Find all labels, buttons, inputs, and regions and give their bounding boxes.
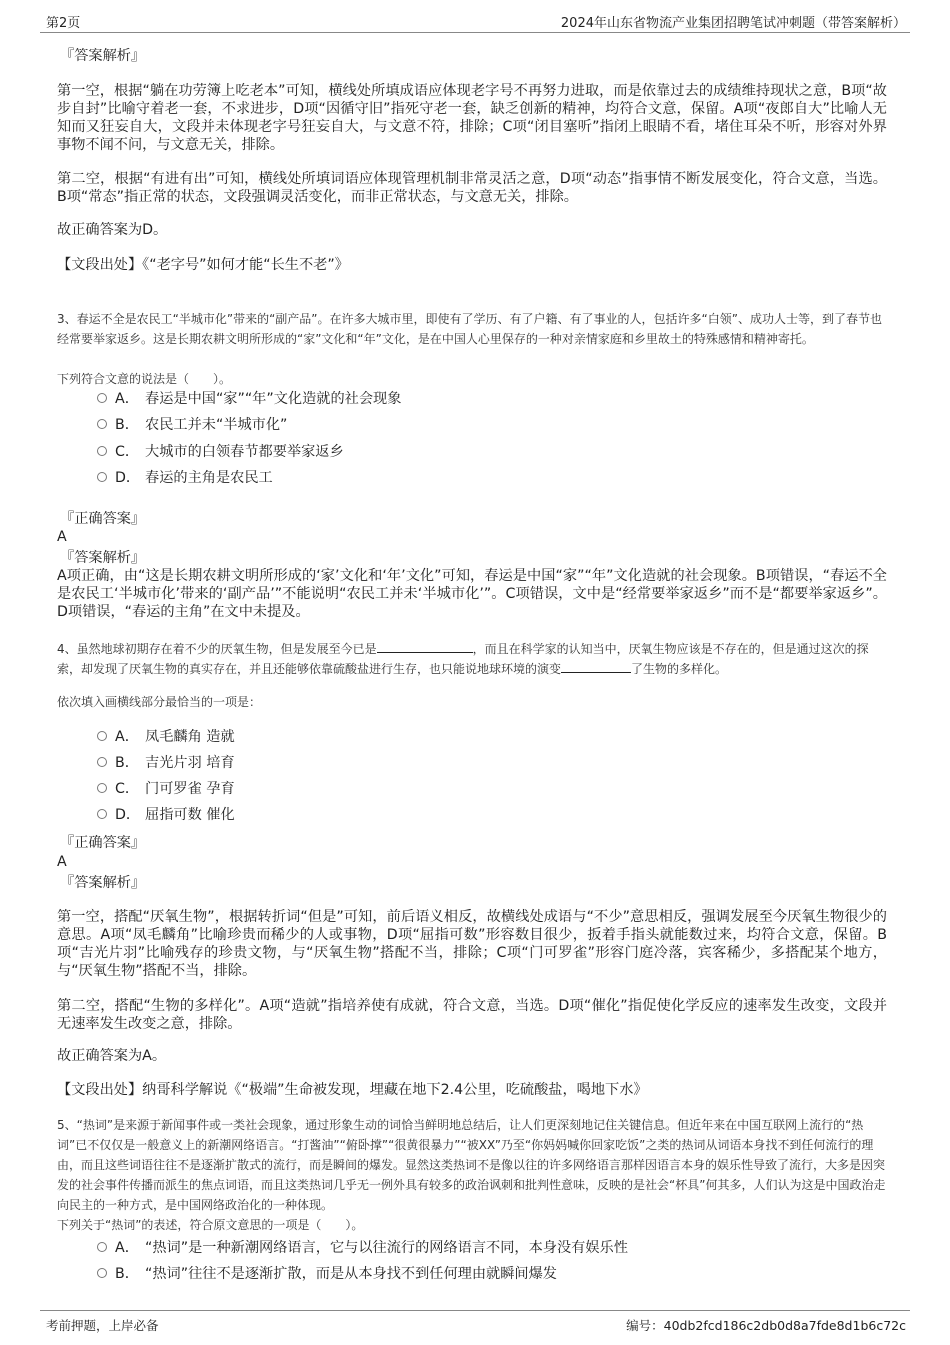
q4-correct-answer: A bbox=[57, 854, 67, 870]
q4-analysis-p1: 第一空，搭配“厌氧生物”，根据转折词“但是”可知，前后语义相反，故横线处成语与“不少”意思相反，强调发展至今厌氧生物很少的意思。A项“凤毛麟角”比喻珍贵而稀少的人或事物，D项“屈指可数”形容数目很少，扳着手指头就能数过来，均符合文意，保留。B项“吉光片羽”比喻残存的珍贵文物，与“厌氧生物”搭配不当，排除；C项“门可罗雀”形容门庭冷落，宾客稀少，多搭配某个地方，与“厌氧生物”搭配不当，排除。 bbox=[57, 909, 887, 979]
radio-icon[interactable] bbox=[97, 809, 107, 819]
q4-option-d[interactable]: D． 屈指可数 催化 bbox=[97, 805, 235, 825]
q3-analysis: A项正确，由“这是长期农耕文明所形成的‘家’文化和‘年’文化”可知，春运是中国“家”“年”文化造就的社会现象。B项错误，“春运不全是农民工‘半城市化’带来的‘副产品’”不能说明“农民工并未‘半城市化’”。C项错误，文中是“经常要举家返乡”而不是“都要举家返乡”。D项错误，“春运的主角”在文中未提及。 bbox=[57, 568, 887, 620]
q4-prompt: 依次填入画横线部分最恰当的一项是： bbox=[57, 695, 262, 709]
q5-option-a[interactable]: A． “热词”是一种新潮网络语言，它与以往流行的网络语言不同，本身没有娱乐性 bbox=[97, 1238, 628, 1258]
blank-line-2 bbox=[561, 660, 631, 673]
q4-stem: 4、虽然地球初期存在着不少的厌氧生物，但是发展至今已是 ，而且在科学家的认知当中，厌氧生物应该是不存在的，但是通过这次的探索，却发现了厌氧生物的真实存在，并且还能够依靠硫酸盐进行生存，也只能说地球环境的演变 了生物的多样化。 bbox=[57, 642, 869, 676]
q3-option-d[interactable]: D． 春运的主角是农民工 bbox=[97, 468, 273, 488]
document-id: 编号：40db2fcd186c2db0d8a7fde8d1b6c72c bbox=[626, 1318, 906, 1333]
q4-option-c[interactable]: C． 门可罗雀 孕育 bbox=[97, 779, 235, 799]
q4-analysis-label: 『答案解析』 bbox=[60, 875, 146, 891]
q3-stem: 3、春运不全是农民工“半城市化”带来的“副产品”。在许多大城市里，即使有了学历、有了户籍、有了事业的人，包括许多“白领”、成功人士等，到了春节也经常要举家返乡。这是长期农耕文明所形成的“家”文化和“年”文化，是在中国人心里保存的一种对亲情家庭和乡里故土的特殊感情和精神寄托。 bbox=[57, 312, 882, 346]
radio-icon[interactable] bbox=[97, 731, 107, 741]
q2-conclusion: 故正确答案为D。 bbox=[57, 222, 168, 238]
radio-icon[interactable] bbox=[97, 757, 107, 767]
q3-option-c[interactable]: C． 大城市的白领春节都要举家返乡 bbox=[97, 442, 344, 462]
footer-slogan: 考前押题，上岸必备 bbox=[46, 1318, 159, 1333]
page-header bbox=[40, 10, 910, 33]
q2-analysis-p2: 第二空，根据“有进有出”可知，横线处所填词语应体现管理机制非常灵活之意，D项“动态”指事情不断发展变化，符合文意，当选。B项“常态”指正常的状态，文段强调灵活变化，而非正常状态，与文意无关，排除。 bbox=[57, 171, 887, 205]
q2-source: 【文段出处】《“老字号”如何才能“长生不老”》 bbox=[57, 257, 349, 273]
document-title: 2024年山东省物流产业集团招聘笔试冲刺题（带答案解析） bbox=[560, 16, 906, 31]
radio-icon[interactable] bbox=[97, 472, 107, 482]
radio-icon[interactable] bbox=[97, 419, 107, 429]
q5-stem: 5、“热词”是来源于新闻事件或一类社会现象，通过形象生动的词恰当鲜明地总结后，让人们更深刻地记住关键信息。但近年来在中国互联网上流行的“热词”已不仅仅是一般意义上的新潮网络语言。“打酱油”“俯卧撑”“很黄很暴力”“被XX”乃至“你妈妈喊你回家吃饭”之类的热词从词语本身找不到任何流行的理由，而且这些词语往往不是逐渐扩散式的流行，而是瞬间的爆发。显然这类热词不是像以往的许多网络语言那样因语言本身的娱乐性导致了流行，大多是因突发的社会事件传播而派生的焦点词语，而且这类热词几乎无一例外具有较多的政治讽刺和批判性意味，反映的是社会“杯具”何其多，人们认为这是中国政治走向民主的一种方式，是中国网络政治化的一种体现。 bbox=[57, 1118, 886, 1212]
q2-analysis-label: 『答案解析』 bbox=[60, 48, 146, 64]
q3-correct-answer: A bbox=[57, 529, 67, 545]
page-footer bbox=[40, 1310, 910, 1333]
q4-analysis-p2: 第二空，搭配“生物的多样化”。A项“造就”指培养使有成就，符合文意，当选。D项“催化”指促使化学反应的速率发生改变，文段并无速率发生改变之意，排除。 bbox=[57, 998, 887, 1032]
blank-line-1 bbox=[377, 640, 473, 653]
radio-icon[interactable] bbox=[97, 1242, 107, 1252]
q4-source: 【文段出处】纳哥科学解说《“极端”生命被发现，埋藏在地下2.4公里，吃硫酸盐，喝地下水》 bbox=[57, 1082, 648, 1098]
radio-icon[interactable] bbox=[97, 393, 107, 403]
q2-analysis-p1: 第一空，根据“躺在功劳簿上吃老本”可知，横线处所填成语应体现老字号不再努力进取，而是依靠过去的成绩维持现状之意，B项“故步自封”比喻守着老一套，不求进步，D项“因循守旧”指死守老一套，缺乏创新的精神，均符合文意，保留。A项“夜郎自大”比喻人无知而又狂妄自大，文段并未体现老字号狂妄自大，与文意不符，排除；C项“闭目塞听”指闭上眼睛不看，堵住耳朵不听，形容对外界事物不闻不问，与文意无关，排除。 bbox=[57, 83, 887, 153]
q3-prompt: 下列符合文意的说法是（ ）。 bbox=[57, 372, 232, 386]
q3-correct-label: 『正确答案』 bbox=[60, 511, 146, 527]
q4-option-a[interactable]: A． 凤毛麟角 造就 bbox=[97, 727, 235, 747]
page-number: 第2页 bbox=[46, 16, 81, 31]
q3-option-b[interactable]: B． 农民工并未“半城市化” bbox=[97, 415, 287, 435]
q4-conclusion: 故正确答案为A。 bbox=[57, 1048, 167, 1064]
q5-option-b[interactable]: B． “热词”往往不是逐渐扩散，而是从本身找不到任何理由就瞬间爆发 bbox=[97, 1264, 557, 1284]
radio-icon[interactable] bbox=[97, 783, 107, 793]
q3-option-a[interactable]: A． 春运是中国“家”“年”文化造就的社会现象 bbox=[97, 389, 401, 409]
radio-icon[interactable] bbox=[97, 446, 107, 456]
q4-option-b[interactable]: B． 吉光片羽 培育 bbox=[97, 753, 235, 773]
q4-correct-label: 『正确答案』 bbox=[60, 835, 146, 851]
q3-analysis-label: 『答案解析』 bbox=[60, 550, 146, 566]
q5-prompt: 下列关于“热词”的表述，符合原文意思的一项是（ ）。 bbox=[57, 1218, 364, 1232]
radio-icon[interactable] bbox=[97, 1268, 107, 1278]
